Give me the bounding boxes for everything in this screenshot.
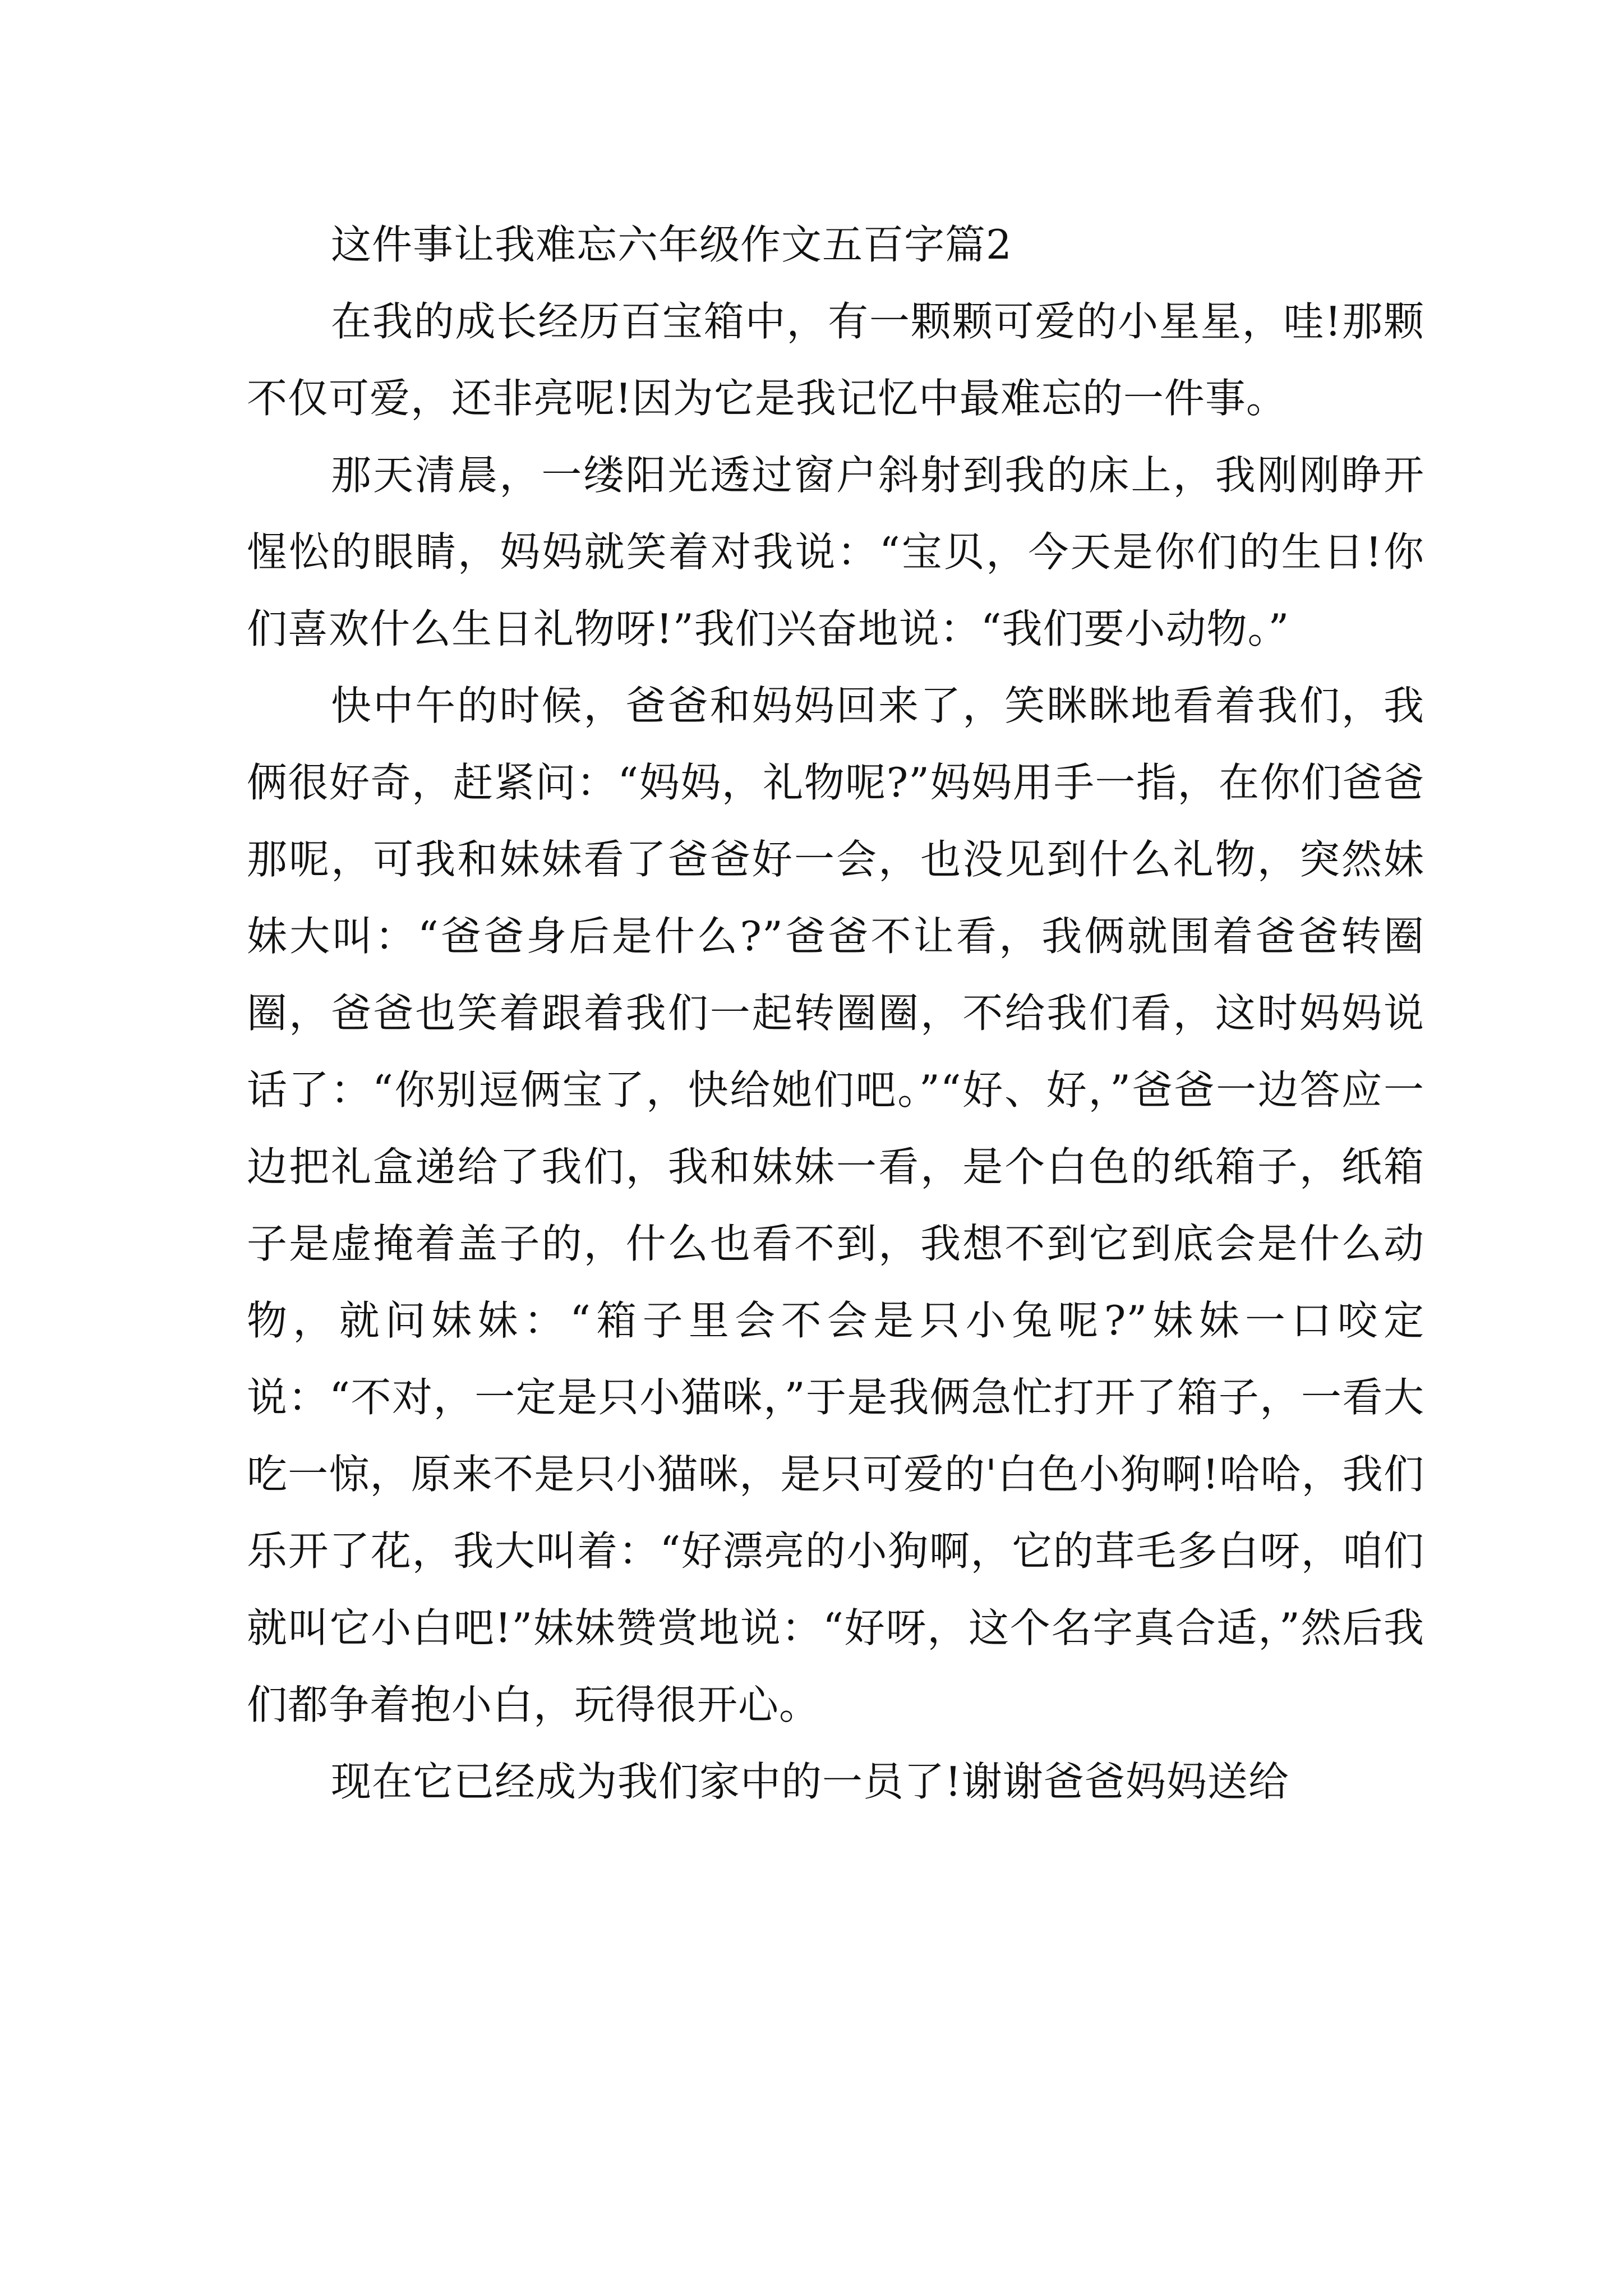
- paragraph-4: 现在它已经成为我们家中的一员了!谢谢爸爸妈妈送给: [331, 1758, 1289, 1805]
- paragraph-1: 在我的成长经历百宝箱中，有一颗颗可爱的小星星，哇!那颗不仅可爱，还非亮呢!因为它是我记忆中最难忘的一件事。: [247, 298, 1424, 422]
- paragraph-3: 快中午的时候，爸爸和妈妈回来了，笑眯眯地看着我们，我俩很好奇，赶紧问：“妈妈，礼物呢?”妈妈用手一指，在你们爸爸那呢，可我和妹妹看了爸爸好一会，也没见到什么礼物，突然妹妹大叫：“爸爸身后是什么?”爸爸不让看，我俩就围着爸爸转圈圈，爸爸也笑着跟着我们一起转圈圈，不给我们看，这时妈妈说话了：“你别逗俩宝了，快给她们吧。”“好、好，”爸爸一边答应一边把礼盒递给了我们，我和妹妹一看，是个白色的纸箱子，纸箱子是虚掩着盖子的，什么也看不到，我想不到它到底会是什么动物，就问妹妹：“箱子里会不会是只小兔呢?”妹妹一口咬定说：“不对，一定是只小猫咪，”于是我俩急忙打开了箱子，一看大吃一惊，原来不是只小猫咪，是只可爱的'白色小狗啊!哈哈，我们乐开了花，我大叫着：“好漂亮的小狗啊，它的茸毛多白呀，咱们就叫它小白吧!”妹妹赞赏地说：“好呀，这个名字真合适，”然后我们都争着抱小白，玩得很开心。: [247, 682, 1424, 1728]
- paragraph-2: 那天清晨，一缕阳光透过窗户斜射到我的床上，我刚刚睁开惺忪的眼睛，妈妈就笑着对我说：“宝贝，今天是你们的生日!你们喜欢什么生日礼物呀!”我们兴奋地说：“我们要小动物。”: [247, 452, 1424, 652]
- document-title: 这件事让我难忘六年级作文五百字篇2: [331, 221, 1012, 268]
- document-body: [247, 206, 1424, 1820]
